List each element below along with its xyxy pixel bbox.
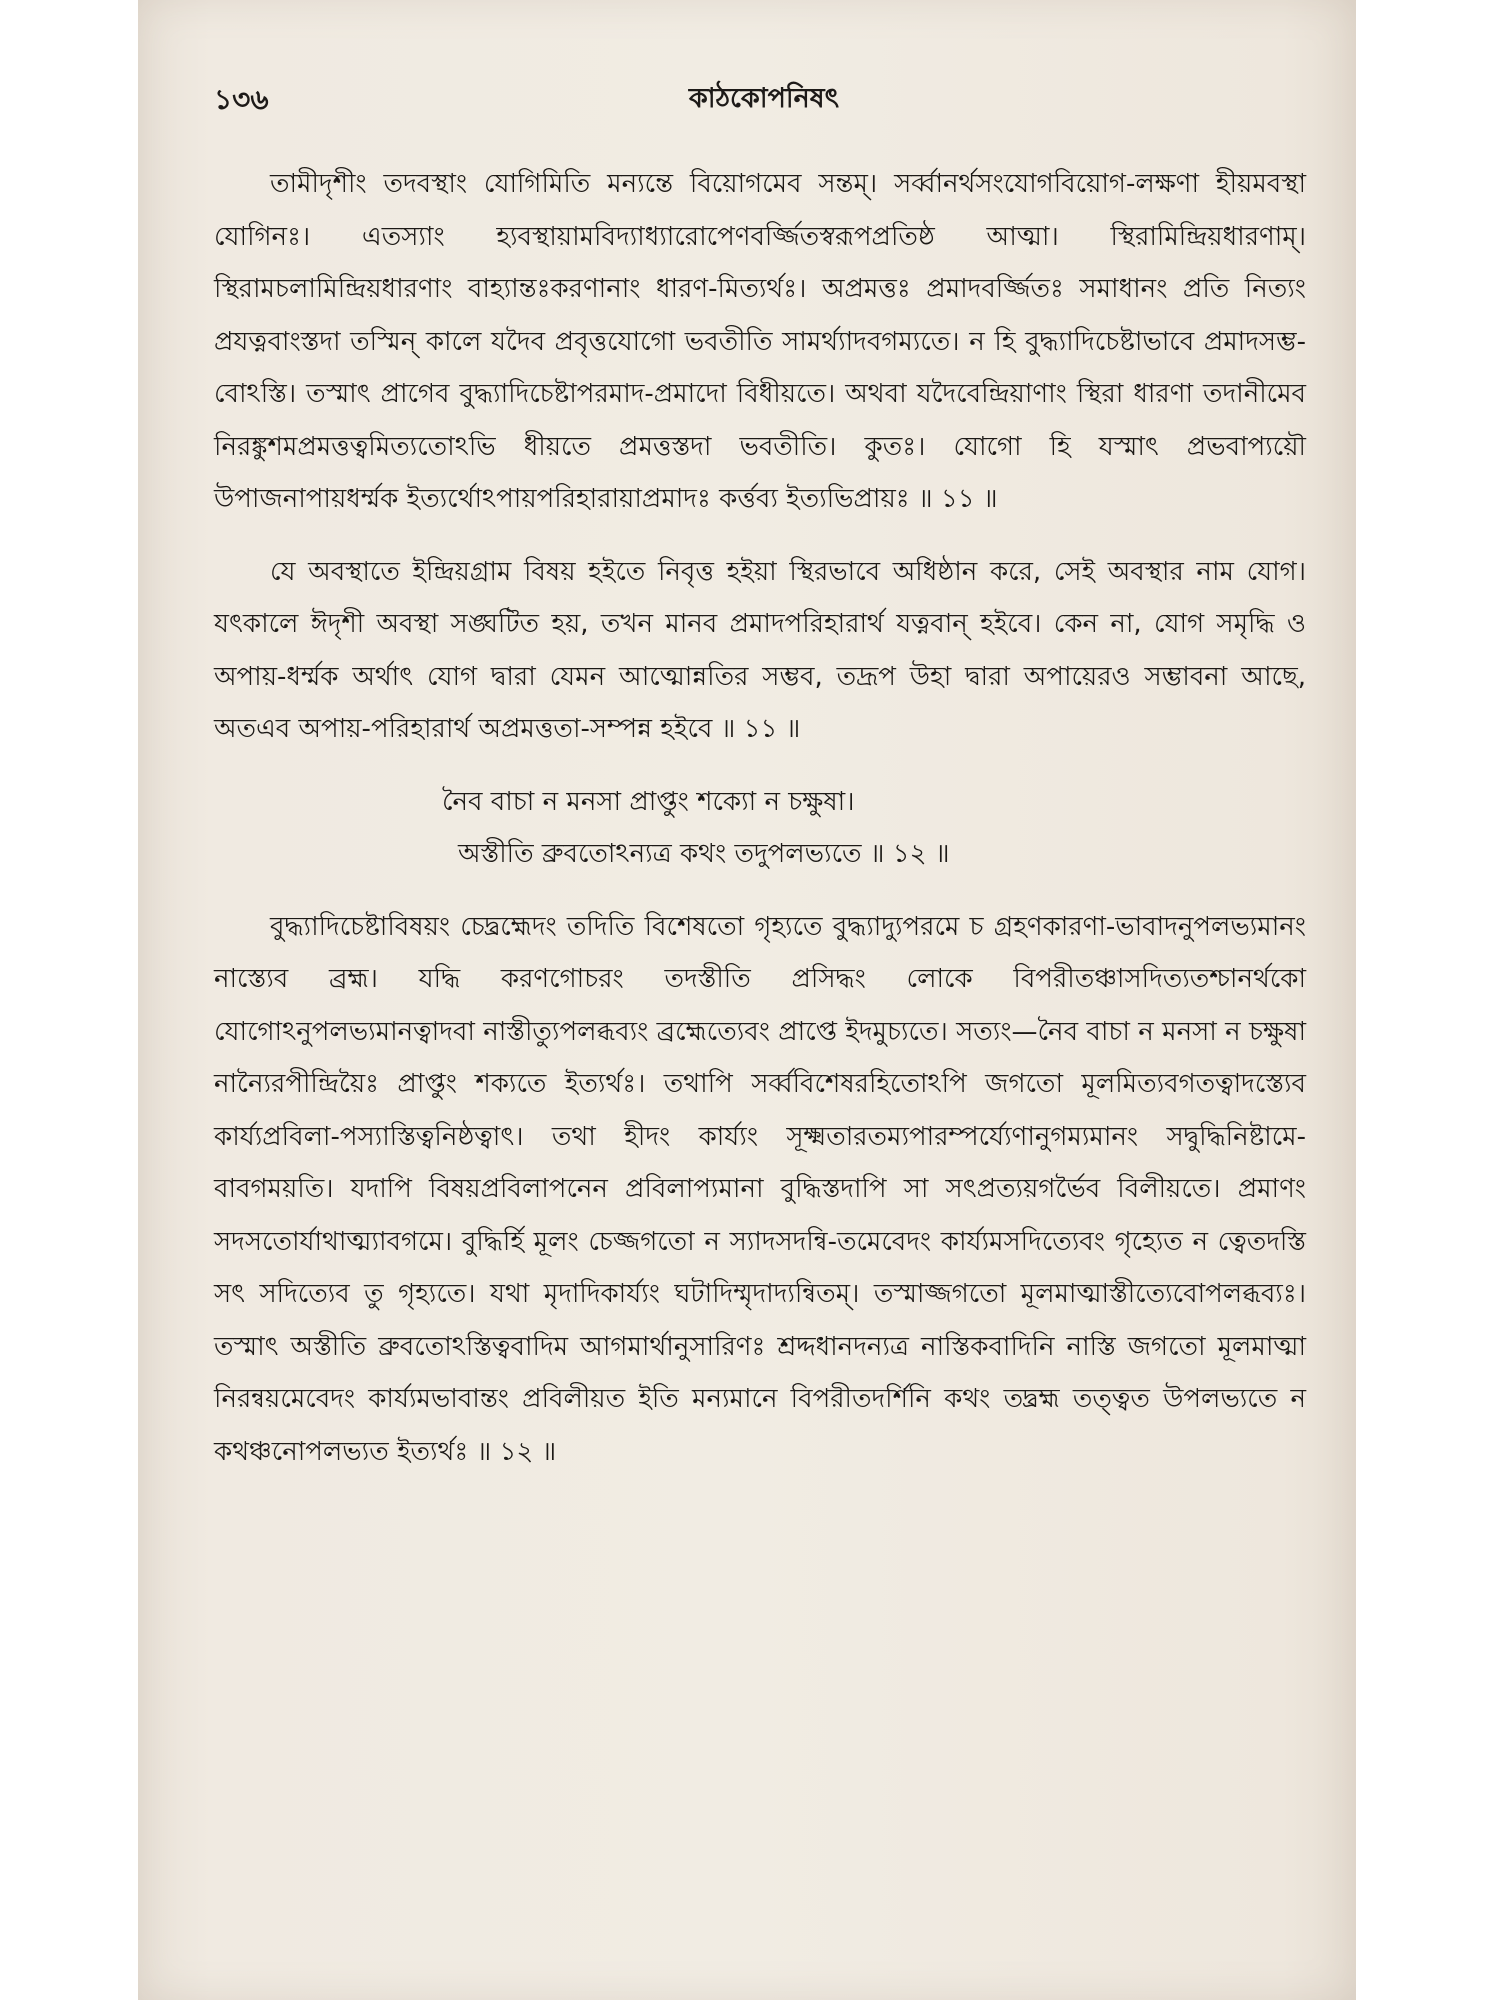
- page-header: [214, 78, 1314, 118]
- verse-line-1: নৈব বাচা ন মনসা প্রাপ্তুং শক্যো ন চক্ষুষা।: [442, 786, 855, 817]
- verse-line-2: অস্তীতি ব্রুবতোঽন্যত্র কথং তদুপলভ্যতে ॥ ১২ ॥: [458, 839, 950, 869]
- page-number: ১৩৬: [214, 83, 269, 116]
- commentary-paragraph-12: বুদ্ধ্যাদিচেষ্টাবিষয়ং চেদ্ব্রহ্মেদং তদিতি বিশেষতো গৃহ্যতে বুদ্ধ্যাদ্যুপরমে চ গ্রহণকারণা-ভাবাদনুপলভ্যমানং নাস্ত্যেব ব্রহ্ম। যদ্ধি করণগোচরং তদস্তীতি প্রসিদ্ধং লোকে বিপরীতঞ্চাসদিত্যতশ্চানর্থকো যোগোঽনুপলভ্যমানত্বাদবা নাস্তীত্যুপলব্ধব্যং ব্রহ্মেত্যেবং প্রাপ্তে ইদমুচ্যতে। সত্যং—নৈব বাচা ন মনসা ন চক্ষুষা নান্যৈরপীন্দ্রিয়ৈঃ প্রাপ্তুং শক্যতে ইত্যর্থঃ। তথাপি সর্ব্ববিশেষরহিতোঽপি জগতো মূলমিত্যবগতত্বাদস্ত্যেব কার্য্যপ্রবিলা-পস্যাস্তিত্বনিষ্ঠত্বাৎ। তথা হীদং কার্য্যং সূক্ষ্মতারতম্যপারম্পর্য্যেণানুগম্যমানং সদ্বুদ্ধিনিষ্টামে-বাবগময়তি। যদাপি বিষয়প্রবিলাপনেন প্রবিলাপ্যমানা বুদ্ধিস্তদাপি সা সৎপ্রত্যয়গর্ভৈব বিলীয়তে। প্রমাণং সদসতোর্যাথাত্ম্যাবগমে। বুদ্ধির্হি মূলং চেজ্জগতো ন স্যাদসদন্বি-তমেবেদং কার্য্যমসদিত্যেবং গৃহ্যেত ন ত্বেতদস্তি সৎ সদিত্যেব তু গৃহ্যতে। যথা মৃদাদিকার্য্যং ঘটাদিম্মৃদাদ্যন্বিতম্। তস্মাজ্জগতো মূলমাত্মাস্তীত্যেবোপলব্ধব্যঃ। তস্মাৎ অস্তীতি ব্রুবতোঽস্তিত্ববাদিম আগমার্থানুসারিণঃ শ্রদ্দধানদন্যত্র নাস্তিকবাদিনি নাস্তি জগতো মূলমাত্মা নিরন্বয়মেবেদং কার্য্যমভাবান্তং প্রবিলীয়ত ইতি মন্যমানে বিপরীতদর্শিনি কথং তদ্ব্রহ্ম তত্ত্বত উপলভ্যতে ন কথঞ্চনোপলভ্যত ইত্যর্থঃ ॥ ১২ ॥: [214, 911, 1306, 1467]
- commentary-paragraph-11: তামীদৃশীং তদবস্থাং যোগিমিতি মন্যন্তে বিয়োগমেব সন্তম্। সর্ব্বানর্থসংযোগবিয়োগ-লক্ষণা হীয়মবস্থা যোগিনঃ। এতস্যাং হ্যবস্থায়ামবিদ্যাধ্যারোপেণবর্জ্জিতস্বরূপপ্রতিষ্ঠ আত্মা। স্থিরামিন্দ্রিয়ধারণাম্। স্থিরামচলামিন্দ্রিয়ধারণাং বাহ্যান্তঃকরণানাং ধারণ-মিত্যর্থঃ। অপ্রমত্তঃ প্রমাদবর্জ্জিতঃ সমাধানং প্রতি নিত্যং প্রযত্নবাংস্তদা তস্মিন্ কালে যদৈব প্রবৃত্তযোগো ভবতীতি সামর্থ্যাদবগম্যতে। ন হি বুদ্ধ্যাদিচেষ্টাভাবে প্রমাদসম্ভ-বোঽস্তি। তস্মাৎ প্রাগেব বুদ্ধ্যাদিচেষ্টাপরমাদ-প্রমাদো বিধীয়তে। অথবা যদৈবেন্দ্রিয়াণাং স্থিরা ধারণা তদানীমেব নিরঙ্কুশমপ্রমত্তত্বমিত্যতোঽভি ধীয়তে প্রমত্তস্তদা ভবতীতি। কুতঃ। যোগো হি যস্মাৎ প্রভবাপ্যয়ৌ উপাজনাপায়ধর্ম্মক ইত্যর্থোঽপায়পরিহারায়াপ্রমাদঃ কর্ত্তব্য ইত্যভিপ্রায়ঃ ॥ ১১ ॥: [214, 169, 1306, 514]
- verse-12: [214, 776, 1306, 881]
- running-title: কাঠকোপনিষৎ: [688, 83, 840, 114]
- book-page: [138, 0, 1356, 2000]
- page-body: [214, 158, 1306, 1478]
- translation-paragraph-11: যে অবস্থাতে ইন্দ্রিয়গ্রাম বিষয় হইতে নিবৃত্ত হইয়া স্থিরভাবে অধিষ্ঠান করে, সেই অবস্থার নাম যোগ। যৎকালে ঈদৃশী অবস্থা সঙ্ঘটিত হয়, তখন মানব প্রমাদপরিহারার্থ যত্নবান্ হইবে। কেন না, যোগ সমৃদ্ধি ও অপায়-ধর্ম্মক অর্থাৎ যোগ দ্বারা যেমন আত্মোন্নতির সম্ভব, তদ্রূপ উহা দ্বারা অপায়েরও সম্ভাবনা আছে, অতএব অপায়-পরিহারার্থ অপ্রমত্ততা-সম্পন্ন হইবে ॥ ১১ ॥: [214, 556, 1306, 744]
